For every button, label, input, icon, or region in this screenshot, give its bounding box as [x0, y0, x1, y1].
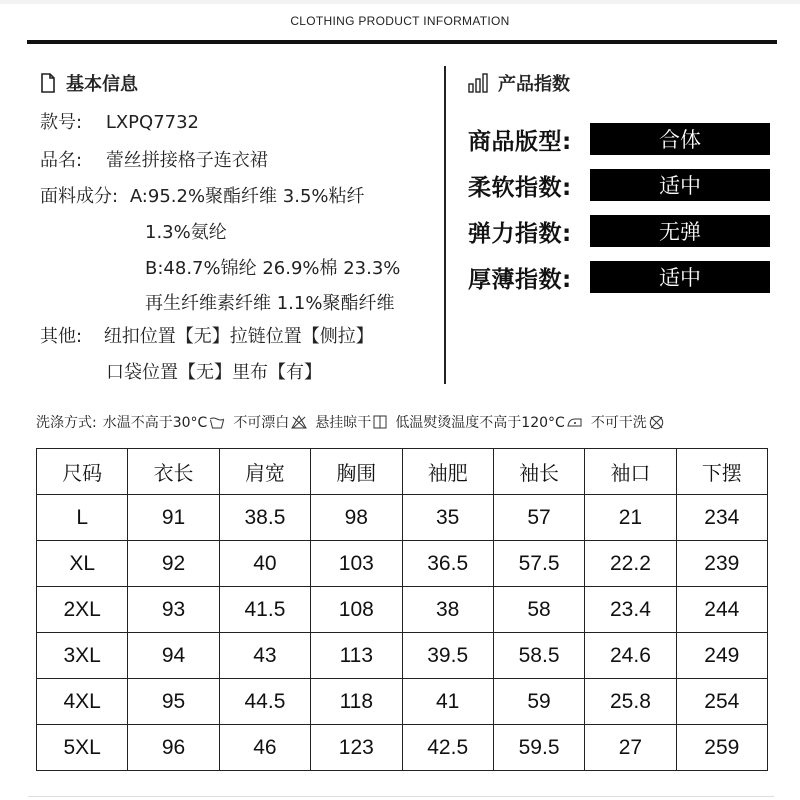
table-cell: 118 [311, 679, 402, 725]
style-no-row [40, 108, 199, 134]
name-row [40, 146, 268, 172]
table-cell: 2XL [37, 587, 128, 633]
table-cell: 58 [493, 587, 584, 633]
index-row-thickness [468, 260, 778, 294]
table-cell: 113 [311, 633, 402, 679]
table-cell: 234 [676, 495, 767, 541]
care-instructions [36, 412, 672, 432]
bottom-divider [28, 796, 774, 797]
table-cell: 41.5 [219, 587, 310, 633]
table-row [37, 495, 768, 541]
care-text: 水温不高于30°C [102, 415, 208, 431]
fabric-line: 1.3%氨纶 [145, 222, 227, 243]
table-cell: 39.5 [402, 633, 493, 679]
table-header-row [37, 449, 768, 495]
size-table [36, 448, 768, 771]
care-text: 不可干洗 [590, 415, 647, 431]
table-cell: 59.5 [493, 725, 584, 771]
index-value: 无弹 [590, 215, 770, 247]
table-cell: 22.2 [585, 541, 676, 587]
table-row [37, 633, 768, 679]
table-cell: 3XL [37, 633, 128, 679]
hang-dry-icon [373, 415, 387, 429]
fabric-label: 面料成分: [40, 186, 119, 207]
index-value: 适中 [590, 169, 770, 201]
care-label: 洗涤方式: [36, 415, 97, 431]
care-item [315, 412, 395, 432]
index-label: 弹力指数: [468, 220, 572, 247]
table-cell: 25.8 [585, 679, 676, 725]
no-dry-clean-icon [649, 415, 664, 430]
table-cell: 123 [311, 725, 402, 771]
table-cell: 4XL [37, 679, 128, 725]
name-value: 蕾丝拼接格子连衣裙 [105, 150, 268, 171]
table-cell: 108 [311, 587, 402, 633]
table-cell: 244 [676, 587, 767, 633]
table-row [37, 679, 768, 725]
index-label: 柔软指数: [468, 174, 572, 201]
table-cell: 96 [128, 725, 219, 771]
document-icon [40, 73, 56, 93]
fabric-line: B:48.7%锦纶 26.9%棉 23.3% [145, 258, 401, 279]
table-cell: 92 [128, 541, 219, 587]
section-divider [444, 66, 446, 384]
table-cell: 41 [402, 679, 493, 725]
table-cell: 259 [676, 725, 767, 771]
table-cell: 93 [128, 587, 219, 633]
table-cell: 35 [402, 495, 493, 541]
fabric-row [40, 182, 365, 208]
care-item [395, 412, 591, 432]
table-cell: 44.5 [219, 679, 310, 725]
no-bleach-icon [291, 415, 307, 429]
table-cell: 42.5 [402, 725, 493, 771]
basic-info-heading [40, 70, 138, 96]
table-cell: 5XL [37, 725, 128, 771]
other-line: 口袋位置【无】里布【有】 [106, 362, 322, 383]
iron-icon [567, 416, 583, 428]
column-header: 尺码 [37, 449, 128, 495]
table-row [37, 725, 768, 771]
fabric-line: A:95.2%聚酯纤维 3.5%粘纤 [129, 186, 365, 207]
table-cell: 23.4 [585, 587, 676, 633]
fabric-line: 再生纤维素纤维 1.1%聚酯纤维 [145, 293, 395, 314]
other-row [40, 322, 374, 348]
bar-chart-icon [468, 73, 488, 93]
table-cell: 38.5 [219, 495, 310, 541]
index-value: 适中 [590, 261, 770, 293]
column-header: 衣长 [128, 449, 219, 495]
table-cell: 57 [493, 495, 584, 541]
column-header: 袖口 [585, 449, 676, 495]
style-no-label: 款号: [40, 112, 83, 133]
table-cell: 24.6 [585, 633, 676, 679]
care-item [233, 412, 315, 432]
index-row-fit [468, 122, 778, 156]
table-row [37, 541, 768, 587]
name-label: 品名: [40, 150, 83, 171]
table-cell: L [37, 495, 128, 541]
index-label: 厚薄指数: [468, 266, 572, 293]
top-divider [0, 0, 800, 4]
table-cell: 58.5 [493, 633, 584, 679]
index-row-elasticity [468, 214, 778, 248]
table-cell: 46 [219, 725, 310, 771]
other-line: 纽扣位置【无】拉链位置【侧拉】 [103, 326, 374, 347]
care-item [103, 412, 234, 432]
table-cell: 38 [402, 587, 493, 633]
table-cell: 40 [219, 541, 310, 587]
index-row-softness [468, 168, 778, 202]
table-cell: 94 [128, 633, 219, 679]
column-header: 下摆 [676, 449, 767, 495]
table-cell: 21 [585, 495, 676, 541]
product-index-heading [468, 70, 570, 96]
header-rule [27, 40, 777, 44]
care-text: 不可漂白 [233, 415, 290, 431]
hand-wash-tub-icon [209, 416, 225, 429]
column-header: 肩宽 [219, 449, 310, 495]
index-label: 商品版型: [468, 128, 572, 155]
table-row [37, 587, 768, 633]
page-title: CLOTHING PRODUCT INFORMATION [290, 14, 510, 28]
table-cell: 36.5 [402, 541, 493, 587]
basic-info-title: 基本信息 [66, 74, 138, 95]
table-cell: 57.5 [493, 541, 584, 587]
style-no-value: LXPQ7732 [105, 112, 200, 133]
table-cell: XL [37, 541, 128, 587]
care-item [591, 412, 672, 432]
table-cell: 43 [219, 633, 310, 679]
table-cell: 98 [311, 495, 402, 541]
column-header: 袖肥 [402, 449, 493, 495]
other-label: 其他: [40, 326, 83, 347]
table-cell: 249 [676, 633, 767, 679]
table-cell: 254 [676, 679, 767, 725]
table-cell: 27 [585, 725, 676, 771]
care-text: 低温熨烫温度不高于120°C [395, 415, 565, 431]
index-value: 合体 [590, 123, 770, 155]
table-cell: 103 [311, 541, 402, 587]
column-header: 袖长 [493, 449, 584, 495]
product-index-title: 产品指数 [498, 74, 570, 95]
table-cell: 91 [128, 495, 219, 541]
table-cell: 59 [493, 679, 584, 725]
care-text: 悬挂晾干 [315, 415, 372, 431]
table-cell: 239 [676, 541, 767, 587]
table-cell: 95 [128, 679, 219, 725]
column-header: 胸围 [311, 449, 402, 495]
